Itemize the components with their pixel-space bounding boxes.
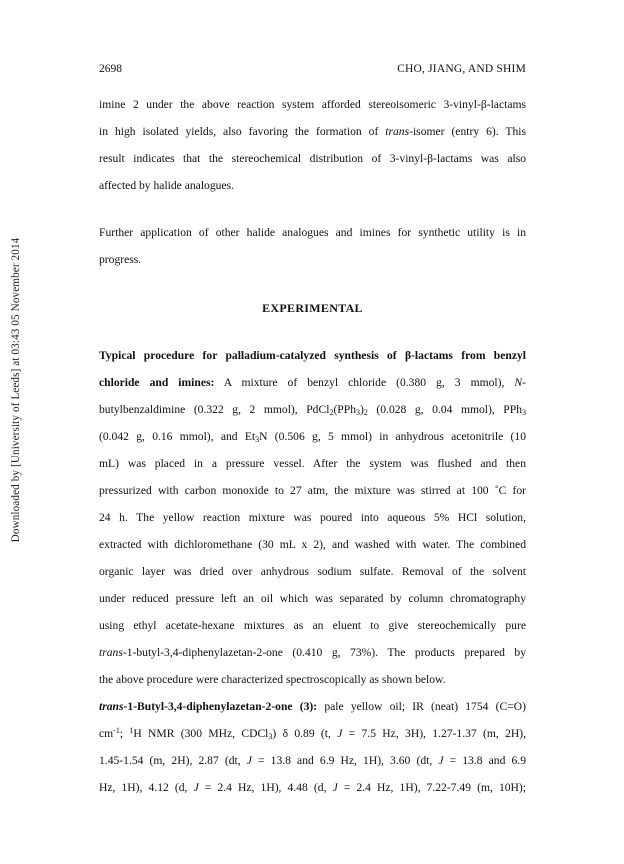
page-number: 2698 [99, 63, 122, 75]
body-line: imine 2 under the above reaction system afforded stereoisomeric 3-vinyl-β-lactams [99, 98, 526, 111]
procedure-title: Typical procedure for palladium-catalyzed synthesis of β-lactams from benzyl [99, 349, 526, 362]
body-line: mL) was placed in a pressure vessel. After the system was flushed and then [99, 457, 526, 470]
compound-line: 1.45-1.54 (m, 2H), 2.87 (dt, J = 13.8 and 6.9 Hz, 1H), 3.60 (dt, J = 13.8 and 6.9 [99, 754, 526, 767]
body-line: result indicates that the stereochemical distribution of 3-vinyl-β-lactams was also [99, 152, 526, 165]
body-line: 24 h. The yellow reaction mixture was poured into aqueous 5% HCl solution, [99, 511, 526, 524]
body-line: chloride and imines: A mixture of benzyl chloride (0.380 g, 3 mmol), N- [99, 376, 526, 389]
body-line: trans-1-butyl-3,4-diphenylazetan-2-one (0.410 g, 73%). The products prepared by [99, 646, 526, 659]
download-watermark [6, 140, 26, 640]
compound-line: trans-1-Butyl-3,4-diphenylazetan-2-one (3): pale yellow oil; IR (neat) 1754 (C=O) [99, 700, 526, 713]
compound-line: Hz, 1H), 4.12 (d, J = 2.4 Hz, 1H), 4.48 (d, J = 2.4 Hz, 1H), 7.22-7.49 (m, 10H); [99, 781, 527, 794]
body-line: the above procedure were characterized spectroscopically as shown below. [99, 673, 446, 686]
body-line: using ethyl acetate-hexane mixtures as an eluent to give stereochemically pure [99, 619, 526, 632]
body-line: Further application of other halide analogues and imines for synthetic utility is in [99, 226, 526, 239]
body-line: extracted with dichloromethane (30 mL x 2), and washed with water. The combined [99, 538, 526, 551]
section-heading: EXPERIMENTAL [262, 301, 363, 315]
compound-line: $cm^{-1}$; $^1$H NMR (300 MHz, CDCl$_3$) δ 0.89 (t, J = 7.5 Hz, 3H), 1.27-1.37 (m, 2H), [99, 726, 527, 741]
body-line: affected by halide analogues. [99, 179, 234, 192]
body-line: organic layer was dried over anhydrous sodium sulfate. Removal of the solvent [99, 565, 526, 578]
running-authors: CHO, JIANG, AND SHIM [397, 63, 526, 75]
body-line: in high isolated yields, also favoring the formation of trans-isomer (entry 6). This [99, 125, 526, 138]
body-line: under reduced pressure left an oil which was separated by column chromatography [99, 592, 526, 605]
body-line: progress. [99, 253, 142, 266]
running-header [99, 63, 526, 79]
body-line: pressurized with carbon monoxide to 27 atm, the mixture was stirred at 100 ˚C for [99, 484, 526, 497]
body-line: (0.042 g, 0.16 mmol), and $Et_3N$ (0.506 g, 5 mmol) in anhydrous acetonitrile (10 [99, 430, 526, 444]
body-line: butylbenzaldimine (0.322 g, 2 mmol), $PdCl_2(PPh_3)_2$ (0.028 g, 0.04 mmol), PPh$_3$ [99, 403, 526, 417]
download-notice: Downloaded by [University of Leeds] at 03:43 05 November 2014 [10, 237, 22, 543]
